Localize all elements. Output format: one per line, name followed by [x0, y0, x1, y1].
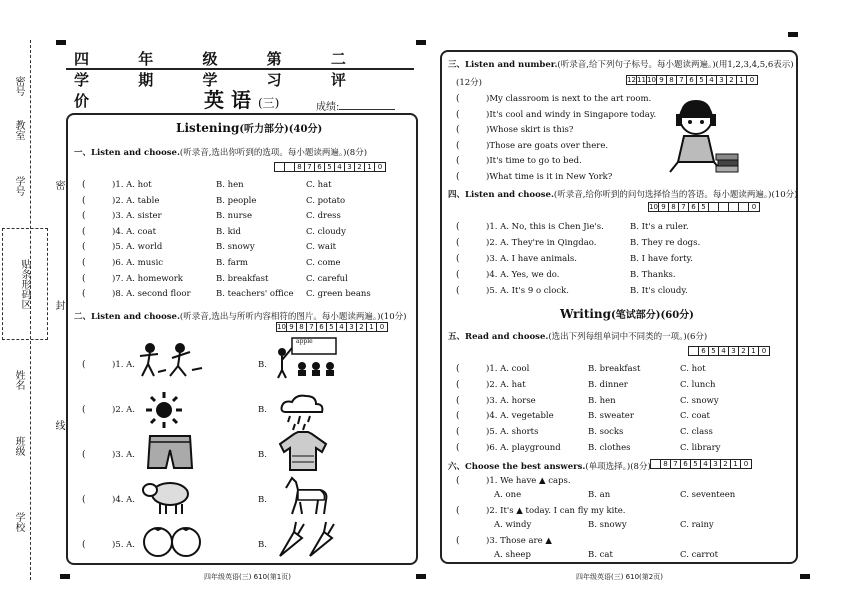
- rain-cloud-icon: [278, 392, 326, 432]
- score-cell[interactable]: 5: [691, 460, 701, 468]
- section-3-score-box[interactable]: [626, 75, 758, 85]
- option-b: B. socks: [588, 427, 624, 438]
- option-c: C. hat: [306, 180, 332, 190]
- score-cell[interactable]: 9: [287, 323, 297, 331]
- answer-paren[interactable]: (: [456, 140, 460, 151]
- sentence: )Those are goats over there.: [486, 140, 609, 151]
- answer-paren[interactable]: (: [456, 506, 460, 516]
- option-b: B. cat: [588, 550, 613, 560]
- option-b: B. an: [588, 490, 611, 500]
- score-cell[interactable]: 2: [739, 347, 749, 355]
- option-b: B. clothes: [588, 443, 631, 453]
- answer-paren[interactable]: (: [82, 289, 86, 300]
- score-cell[interactable]: 3: [345, 163, 355, 171]
- answer-paren[interactable]: (: [82, 195, 86, 206]
- option-c: C. rainy: [680, 520, 714, 530]
- score-cell[interactable]: [285, 163, 295, 171]
- score-cell[interactable]: [709, 203, 719, 211]
- option-c: C. potato: [306, 195, 346, 206]
- option-b: B. I have forty.: [630, 254, 693, 264]
- option-c: C. lunch: [680, 379, 716, 390]
- option-a: )5. A. shorts: [486, 427, 539, 438]
- score-cell[interactable]: 2: [355, 163, 365, 171]
- score-cell[interactable]: 8: [669, 203, 679, 211]
- option-c: C. wait: [306, 242, 337, 253]
- score-cell[interactable]: 3: [717, 76, 727, 84]
- option-b: B. hen: [216, 180, 244, 190]
- answer-paren[interactable]: (: [82, 211, 86, 222]
- option-a: )5. A. world: [112, 242, 163, 253]
- sentence: )Whose skirt is this?: [486, 125, 574, 136]
- score-cell[interactable]: 2: [357, 323, 367, 331]
- shorts-picture: [146, 432, 194, 472]
- option-c: C. coat: [680, 411, 710, 422]
- score-cell[interactable]: [719, 203, 729, 211]
- answer-paren[interactable]: (: [82, 226, 86, 237]
- score-cell[interactable]: 0: [379, 323, 385, 331]
- answer-paren[interactable]: (: [456, 364, 460, 374]
- sweater-picture: [278, 430, 328, 472]
- question: )1. We have ▲ caps.: [486, 476, 571, 486]
- option-a: )1. A. hot: [112, 180, 152, 190]
- option-b: B.: [258, 360, 267, 370]
- score-cell[interactable]: 4: [335, 163, 345, 171]
- score-cell[interactable]: 6: [687, 76, 697, 84]
- section-5-score-box[interactable]: [688, 346, 770, 356]
- score-cell[interactable]: 4: [701, 460, 711, 468]
- option-a: )4. A. vegetable: [486, 411, 554, 422]
- section-2-title-cn: (听录音,选出与所听内容相符的图片。每小题读两遍。)(10分): [179, 312, 407, 322]
- score-cell[interactable]: 0: [761, 347, 767, 355]
- score-cell[interactable]: 1: [731, 460, 741, 468]
- binding-label-seat: 密号: [13, 76, 24, 96]
- option-a: A. one: [494, 490, 522, 500]
- answer-paren[interactable]: (: [456, 379, 460, 390]
- option-c: C. snowy: [680, 395, 719, 406]
- horse-picture: [278, 474, 332, 516]
- registration-mark-bottom-center: [416, 574, 426, 579]
- answer-paren[interactable]: (: [456, 109, 460, 120]
- section-4-title: [448, 188, 797, 200]
- tomatoes-picture: [140, 520, 204, 560]
- barcode-area: [2, 228, 48, 340]
- answer-paren[interactable]: (: [456, 286, 460, 296]
- option-b: B. farm: [216, 258, 248, 268]
- question: )3. Those are ▲: [486, 536, 552, 546]
- option-b: B. breakfast: [588, 364, 641, 374]
- option-a: )2. A. table: [112, 195, 160, 206]
- answer-paren[interactable]: (: [82, 242, 86, 253]
- kids-exercising-picture: [136, 340, 208, 380]
- answer-paren[interactable]: (: [82, 360, 86, 370]
- answer-paren[interactable]: (: [456, 411, 460, 422]
- score-cell[interactable]: 6: [317, 323, 327, 331]
- score-cell[interactable]: [739, 203, 749, 211]
- score-cell[interactable]: 8: [661, 460, 671, 468]
- score-cell[interactable]: 3: [729, 347, 739, 355]
- section-2-title: [74, 310, 406, 322]
- option-c: C. cloudy: [306, 226, 346, 237]
- registration-mark-top-right: [788, 32, 798, 37]
- score-cell[interactable]: 0: [377, 163, 383, 171]
- score-cell[interactable]: 4: [707, 76, 717, 84]
- score-cell[interactable]: 5: [699, 203, 709, 211]
- option-b: B. snowy: [588, 520, 627, 530]
- section-6-score-box[interactable]: [650, 459, 752, 469]
- binding-label-school: 学校: [13, 512, 24, 532]
- registration-mark-top-center: [416, 40, 426, 45]
- option-a: )2. A.: [112, 405, 135, 415]
- section-6-title: [448, 460, 651, 472]
- option-a: )4. A.: [112, 495, 135, 505]
- subject-title: [204, 84, 279, 113]
- binding-label-class: 班级: [13, 436, 24, 456]
- answer-paren[interactable]: (: [456, 222, 460, 232]
- binding-label-room: 教室: [13, 120, 24, 140]
- answer-paren[interactable]: (: [82, 405, 86, 415]
- listening-heading: [176, 120, 322, 135]
- option-b: B.: [258, 450, 267, 460]
- score-cell[interactable]: 0: [749, 76, 755, 84]
- section-4-score-box[interactable]: [648, 202, 760, 212]
- section-6-title-cn: (单项选择。)(8分): [585, 462, 651, 472]
- writing-title: Writing: [560, 307, 612, 321]
- barcode-label: 贴条形码区: [19, 259, 30, 309]
- section-4-title-cn: (听录音,给你听到的问句选择恰当的答语。每小题读两遍。)(10分): [553, 190, 798, 200]
- option-b: B. nurse: [216, 211, 253, 222]
- section-5-title-en: 五、Read and choose.: [448, 332, 549, 342]
- section-3-title-en: 三、Listen and number.: [448, 60, 558, 70]
- cut-mark-close: 封: [53, 300, 64, 310]
- footer-page-1: 四年级英语(三) 610(第1页): [204, 573, 291, 581]
- option-a: )3. A.: [112, 450, 135, 460]
- score-cell[interactable]: 2: [727, 76, 737, 84]
- option-b: B.: [258, 405, 267, 415]
- score-cell[interactable]: 5: [327, 323, 337, 331]
- score-cell[interactable]: 6: [689, 203, 699, 211]
- option-b: B. dinner: [588, 379, 628, 390]
- score-cell[interactable]: 6: [315, 163, 325, 171]
- score-cell[interactable]: 8: [667, 76, 677, 84]
- score-cell[interactable]: 7: [679, 203, 689, 211]
- option-b: B. They re dogs.: [630, 238, 701, 248]
- answer-paren[interactable]: (: [456, 476, 460, 486]
- score-blank[interactable]: [339, 109, 395, 110]
- score-cell[interactable]: 10: [649, 203, 658, 211]
- answer-paren[interactable]: (: [456, 172, 460, 182]
- apple-board-word: apple: [296, 338, 313, 345]
- option-a: )5. A. It's 9 o clock.: [486, 286, 569, 296]
- option-b: B. people: [216, 195, 257, 206]
- binding-strip: [0, 0, 62, 608]
- option-a: )6. A. playground: [486, 443, 561, 453]
- option-b: B. It's cloudy.: [630, 286, 688, 296]
- section-1-title-cn: (听录音,选出你听到的选项。每小题读两遍。)(8分): [179, 148, 368, 158]
- option-c: C. dress: [306, 211, 341, 222]
- option-c: C. library: [680, 443, 721, 453]
- score-cell[interactable]: 8: [297, 323, 307, 331]
- score-cell[interactable]: 5: [325, 163, 335, 171]
- section-3-title-cn: (听录音,给下列句子标号。每小题读两遍。)(用1,2,3,4,5,6表示): [557, 60, 794, 70]
- score-cell[interactable]: 6: [699, 347, 709, 355]
- writing-subtitle: (笔试部分)(60分): [611, 310, 694, 321]
- option-b: B. It's a ruler.: [630, 222, 689, 232]
- answer-paren[interactable]: (: [82, 273, 86, 284]
- score-cell[interactable]: 1: [367, 323, 377, 331]
- score-cell[interactable]: 2: [721, 460, 731, 468]
- score-cell[interactable]: 1: [749, 347, 759, 355]
- carrots-picture: [274, 516, 340, 560]
- score-cell[interactable]: 3: [347, 323, 357, 331]
- answer-paren[interactable]: (: [82, 540, 86, 550]
- score-cell[interactable]: 4: [719, 347, 729, 355]
- answer-paren[interactable]: (: [456, 270, 460, 280]
- section-3-title: [448, 58, 794, 70]
- score-cell[interactable]: 8: [295, 163, 305, 171]
- score-cell[interactable]: 11: [637, 76, 646, 84]
- listening-subtitle: (听力部分)(40分): [239, 124, 323, 135]
- option-a: )3. A. sister: [112, 211, 162, 222]
- option-a: A. sheep: [494, 550, 531, 560]
- cut-mark-line: 线: [53, 420, 64, 430]
- option-a: )8. A. second floor: [112, 289, 191, 300]
- option-c: C. seventeen: [680, 490, 736, 500]
- section-1-score-box[interactable]: [274, 162, 386, 172]
- answer-paren[interactable]: (: [456, 238, 460, 248]
- score-cell[interactable]: [275, 163, 285, 171]
- option-a: )4. A. coat: [112, 226, 157, 237]
- girl-with-headphones-picture: [666, 96, 742, 178]
- answer-paren[interactable]: (: [456, 254, 460, 264]
- option-a: )7. A. homework: [112, 273, 183, 284]
- score-cell[interactable]: 0: [743, 460, 749, 468]
- option-b: B. Thanks.: [630, 270, 676, 280]
- score-cell[interactable]: 7: [307, 323, 317, 331]
- section-4-title-en: 四、Listen and choose.: [448, 190, 554, 200]
- score-cell[interactable]: 1: [365, 163, 375, 171]
- option-b: B. teachers' office: [216, 289, 294, 300]
- sun-icon: [144, 390, 184, 430]
- score-cell[interactable]: 7: [305, 163, 315, 171]
- writing-heading: [560, 306, 694, 321]
- option-b: B.: [258, 495, 267, 505]
- section-2-title-en: 二、Listen and choose.: [74, 312, 180, 322]
- score-cell[interactable]: 5: [709, 347, 719, 355]
- cut-mark-seal: 密: [53, 180, 64, 190]
- option-a: )1. A.: [112, 360, 135, 370]
- option-c: C. careful: [306, 273, 348, 284]
- subject-volume: (三): [257, 96, 280, 110]
- answer-paren[interactable]: (: [456, 395, 460, 406]
- option-a: )4. A. Yes, we do.: [486, 270, 560, 280]
- answer-paren[interactable]: (: [82, 450, 86, 460]
- total-score: [316, 98, 395, 113]
- binding-label-name: 姓名: [13, 370, 24, 390]
- option-a: )1. A. cool: [486, 364, 530, 374]
- score-cell[interactable]: [689, 347, 699, 355]
- page-title: 四 年 级 第 二 学 期 学 习 评 价: [74, 50, 368, 110]
- score-cell[interactable]: 5: [697, 76, 707, 84]
- registration-mark-bottom-right: [800, 574, 810, 579]
- option-a: )1. A. No, this is Chen Jie's.: [486, 222, 604, 232]
- option-c: C. come: [306, 258, 341, 268]
- sheep-picture: [140, 476, 194, 516]
- subject-name: 英 语: [204, 88, 251, 112]
- score-cell[interactable]: 4: [337, 323, 347, 331]
- score-cell[interactable]: 3: [711, 460, 721, 468]
- section-6-title-en: 六、Choose the best answers.: [448, 462, 586, 472]
- option-b: B. sweater: [588, 411, 634, 422]
- option-c: C. carrot: [680, 550, 719, 560]
- answer-paren[interactable]: (: [456, 443, 460, 453]
- option-a: )2. A. They're in Qingdao.: [486, 238, 597, 248]
- binding-label-student-id: 学号: [13, 176, 24, 196]
- option-a: A. windy: [494, 520, 532, 530]
- section-3-points: (12分): [456, 78, 482, 88]
- answer-paren[interactable]: (: [82, 495, 86, 505]
- option-c: C. class: [680, 427, 713, 438]
- answer-paren[interactable]: (: [456, 427, 460, 438]
- answer-paren[interactable]: (: [456, 125, 460, 136]
- listening-title: Listening: [176, 121, 240, 135]
- sentence: )What time is it in New York?: [486, 172, 613, 182]
- option-a: )3. A. I have animals.: [486, 254, 577, 264]
- option-b: B. kid: [216, 226, 241, 237]
- header-rule: [66, 68, 414, 70]
- score-cell[interactable]: 1: [737, 76, 747, 84]
- option-b: B.: [258, 540, 267, 550]
- footer-page-2: 四年级英语(三) 610(第2页): [576, 573, 663, 581]
- answer-paren[interactable]: (: [456, 156, 460, 167]
- sentence: )My classroom is next to the art room.: [486, 94, 652, 104]
- score-cell[interactable]: 7: [677, 76, 687, 84]
- answer-paren[interactable]: (: [82, 180, 86, 190]
- score-cell[interactable]: 7: [671, 460, 681, 468]
- score-label: 成绩:: [316, 102, 340, 113]
- score-cell[interactable]: 12: [627, 76, 636, 84]
- score-cell[interactable]: [729, 203, 739, 211]
- answer-paren[interactable]: (: [456, 536, 460, 546]
- score-cell[interactable]: 0: [751, 203, 757, 211]
- sentence: )It's time to go to bed.: [486, 156, 582, 167]
- option-a: )6. A. music: [112, 258, 164, 268]
- section-5-title: [448, 330, 707, 342]
- option-a: )3. A. horse: [486, 395, 536, 406]
- option-a: )2. A. hat: [486, 379, 526, 390]
- score-cell[interactable]: 10: [277, 323, 286, 331]
- section-2-score-box[interactable]: [276, 322, 388, 332]
- sentence: )It's cool and windy in Singapore today.: [486, 109, 657, 120]
- option-b: B. breakfast: [216, 273, 269, 284]
- answer-paren[interactable]: (: [456, 94, 460, 104]
- score-cell[interactable]: 9: [659, 203, 669, 211]
- section-1-title-en: 一、Listen and choose.: [74, 148, 180, 158]
- score-cell[interactable]: 10: [647, 76, 656, 84]
- option-c: C. green beans: [306, 289, 371, 300]
- answer-paren[interactable]: (: [82, 258, 86, 268]
- option-c: C. hot: [680, 364, 706, 374]
- score-cell[interactable]: 6: [681, 460, 691, 468]
- section-1-title: [74, 146, 367, 158]
- option-b: B. snowy: [216, 242, 255, 253]
- score-cell[interactable]: [651, 460, 661, 468]
- section-5-title-cn: (选出下列每组单词中不同类的一项。)(6分): [548, 332, 708, 342]
- option-a: )5. A.: [112, 540, 135, 550]
- score-cell[interactable]: 9: [657, 76, 667, 84]
- option-b: B. hen: [588, 395, 616, 406]
- question: )2. It's ▲ today. I can fly my kite.: [486, 506, 626, 516]
